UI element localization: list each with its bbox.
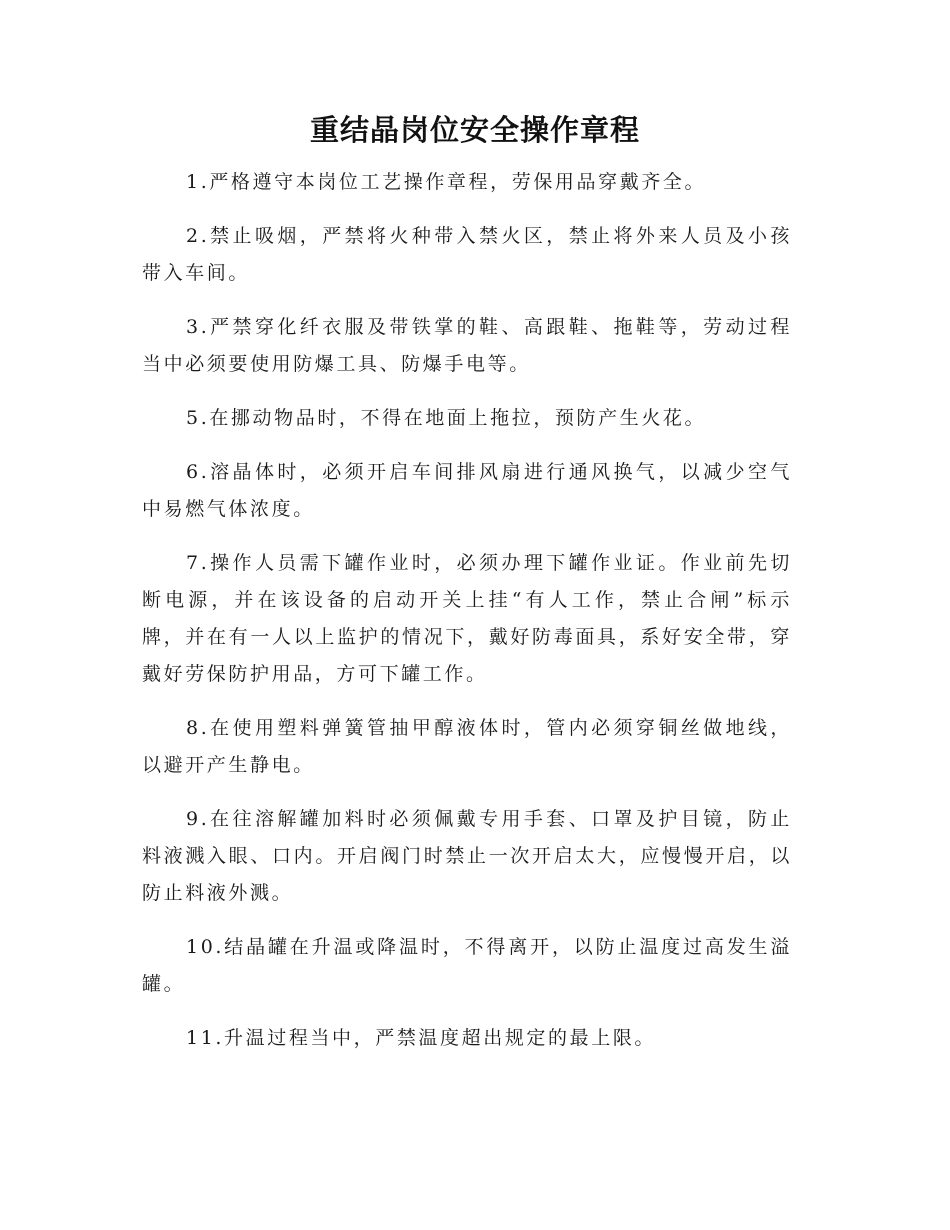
paragraph-3: 3.严禁穿化纤衣服及带铁掌的鞋、高跟鞋、拖鞋等，劳动过程当中必须要使用防爆工具、防爆手电等。 <box>142 316 792 375</box>
document-title: 重结晶岗位安全操作章程 <box>309 113 640 147</box>
paragraph-2: 2.禁止吸烟，严禁将火种带入禁火区，禁止将外来人员及小孩带入车间。 <box>142 225 792 284</box>
paragraph-1: 1.严格遵守本岗位工艺操作章程，劳保用品穿戴齐全。 <box>186 171 707 193</box>
paragraph-8: 8.在使用塑料弹簧管抽甲醇液体时，管内必须穿铜丝做地线，以避开产生静电。 <box>142 717 792 776</box>
paragraph-10: 10.结晶罐在升温或降温时，不得离开，以防止温度过高发生溢罐。 <box>142 936 792 995</box>
paragraph-5: 5.在挪动物品时，不得在地面上拖拉，预防产生火花。 <box>186 407 707 429</box>
paragraph-11: 11.升温过程当中，严禁温度超出规定的最上限。 <box>186 1027 657 1049</box>
paragraph-9: 9.在往溶解罐加料时必须佩戴专用手套、口罩及护目镜，防止料液溅入眼、口内。开启阀门时禁止一次开启太大，应慢慢开启，以防止料液外溅。 <box>142 808 792 904</box>
paragraph-7: 7.操作人员需下罐作业时，必须办理下罐作业证。作业前先切断电源，并在该设备的启动开关上挂“有人工作，禁止合闸”标示牌，并在有一人以上监护的情况下，戴好防毒面具，系好安全带，穿戴好劳保防护用品，方可下罐工作。 <box>142 552 792 685</box>
paragraph-6: 6.溶晶体时，必须开启车间排风扇进行通风换气，以减少空气中易燃气体浓度。 <box>142 461 792 520</box>
document-body <box>142 164 792 1074</box>
